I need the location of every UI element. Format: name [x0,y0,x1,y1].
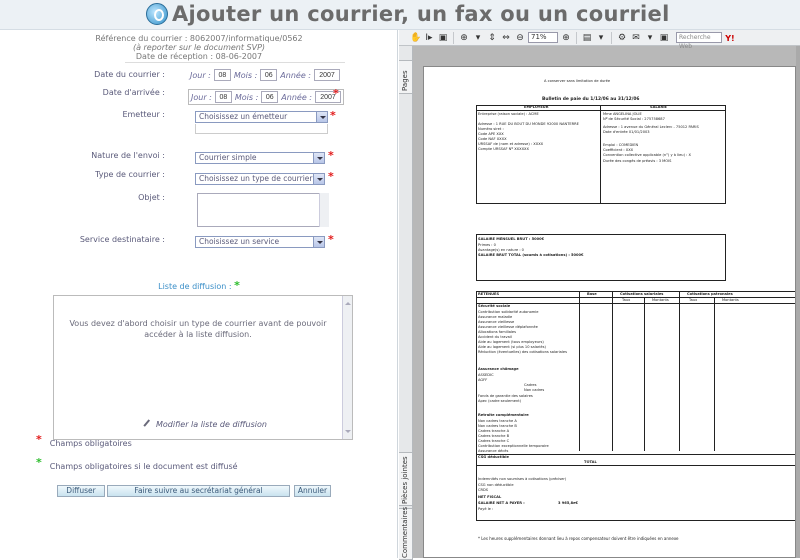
doc-row-label: Non cadres [524,388,545,392]
doc-row-label: CSG déductible [478,455,509,459]
doc-employeur-line: Code APE XXX [478,132,504,136]
nature-label: Nature de l'envoi : [91,151,165,160]
nature-select[interactable] [195,152,325,164]
objet-textarea[interactable] [197,193,329,227]
doc-sub-header: Taux [689,298,698,302]
tab-pages[interactable] [399,60,413,94]
doc-employeur-line: URSSAF de (nom et adresse) : XXXX [478,142,544,146]
date-arrivee-mois-input[interactable] [261,91,278,103]
fit-page-icon[interactable]: ⇕ [488,32,496,43]
doc-salarie-line: Mme ANGELINA JOLIE [603,112,642,116]
required-star: * [328,170,334,183]
form-panel [0,30,398,558]
doc-table-header: Cotisations patronales [687,292,733,296]
date-arrivee-label: Date d'arrivée : [102,88,165,97]
required-star: * [328,233,334,246]
zoom-tool-dropdown-icon[interactable]: ▾ [475,32,481,43]
liste-diffusion-title [0,279,398,292]
email-icon[interactable]: ✉ [632,32,640,43]
reference-note: (à reporter sur le document SVP) [132,43,266,52]
date-courrier-mois-input[interactable] [260,69,277,81]
doc-salaire-line: Avantage(s) en nature : 0 [478,248,524,252]
doc-table-header: Cotisations salariales [620,292,664,296]
emetteur-value: Choisissez un émetteur [199,112,288,121]
pdf-viewer [399,30,800,558]
faire-suivre-button[interactable]: Faire suivre au secrétariat général [107,485,290,497]
doc-sub-header: Montants [722,298,739,302]
doc-salaire-line: Primes : 0 [478,243,496,247]
chevron-down-icon[interactable] [313,174,324,184]
doc-top-note: A conserver sans limitation de durée [544,79,611,83]
type-label: Type de courrier : [95,170,165,179]
service-value: Choisissez un service [199,237,280,246]
page-layout-icon[interactable]: ▤ [582,32,592,43]
doc-row-label: Assurance vieillesse [478,320,515,324]
jour-label: Jour : [191,92,212,102]
date-arrivee-group [188,89,344,105]
select-text-icon[interactable]: I▸ [425,32,433,43]
pencil-icon [143,419,154,430]
doc-row-label: Indemnités non soumises à cotisations (préciser) [478,477,567,481]
zoom-out-icon[interactable]: ⊖ [516,32,524,43]
doc-sub-header: Montants [652,298,669,302]
doc-row-label: Réduction (éventuelles) des cotisations salariales [478,350,567,354]
type-value: Choisissez un type de courrier [199,174,313,183]
doc-salarie-line: Adresse : 1 avenue du Général Leclerc - 75012 PARIS [603,125,699,129]
doc-employeur-line: Adresse : 1 RUE DU BOUT DU MONDE 92000 NANTERRE [478,122,579,126]
title-bar [0,0,800,30]
copy-icon[interactable]: ▣ [659,32,669,43]
service-label: Service destinataire : [79,235,165,244]
service-select[interactable] [195,236,325,248]
toolbar-separator [611,32,612,44]
chevron-down-icon[interactable] [313,153,324,163]
tab-pages-label: Pages [401,70,409,91]
date-arrivee-jour-input[interactable] [215,91,232,103]
doc-salarie-line: Date d'entrée 01/01/2003 [603,130,650,134]
doc-line [579,291,580,451]
zoom-in-icon[interactable]: ⊕ [562,32,570,43]
liste-diffusion-label: Liste de diffusion : [158,282,232,291]
divider [125,62,345,63]
required-if-star: * [234,279,240,292]
zoom-in-tool-icon[interactable]: ⊕ [460,32,468,43]
doc-row-label: Assurance chômage [478,367,519,371]
doc-row-label: Fonds de garantie des salaires [478,394,533,398]
doc-row-label: Accident du travail [478,335,512,339]
nature-value: Courrier simple [199,153,257,162]
doc-row-label: Aide au logement (tous employeurs) [478,340,544,344]
yahoo-icon[interactable]: Y! [725,33,735,43]
doc-row-label: Cadres tranche A [478,429,510,433]
required-star: * [328,149,334,162]
doc-salarie-line: Coefficient : XXX [603,148,634,152]
doc-footer-note: * Les heures supplémentaires donnant lieu à repos compensateur doivent être indiquées en annexe [478,536,679,541]
diffuser-button[interactable]: Diffuser [57,485,105,497]
doc-row-label: Sécurité sociale [478,304,511,308]
legend-required-text: Champs obligatoires [49,439,132,448]
doc-employeur-line: Numéro siret : [478,127,504,131]
doc-salarie-line: Durée des congés de préavis : 3 MOIS [603,159,672,163]
doc-line [476,297,796,298]
doc-row-label: SALAIRE NET A PAYER : [478,501,525,505]
doc-row-label: Non cadres tranche B [478,424,517,428]
doc-employeur-line: Entreprise (raison sociale) : ACME [478,112,539,116]
doc-table-header: Base [587,292,597,296]
doc-line [644,297,645,451]
doc-row-label: Apec (cadre seulement) [478,399,522,403]
doc-salaire-line: SALAIRE MENSUEL BRUT : 5000€ [478,237,545,241]
tab-pieces-jointes-label: Pièces jointes [401,456,409,504]
page-layout-dropdown-icon[interactable]: ▾ [598,32,604,43]
liste-diffusion-message: Vous devez d'abord choisir un type de courrier avant de pouvoir accéder à la liste diffusion. [69,319,327,339]
liste-scrollbar[interactable] [342,296,352,439]
reception-date: Date de réception : 08-06-2007 [135,52,263,61]
email-dropdown-icon[interactable]: ▾ [647,32,653,43]
doc-employeur-line: Code NAF XXXX [478,137,507,141]
required-star: * [330,109,336,122]
legend-required-if-text: Champs obligatoires si le document est diffusé [49,462,238,471]
mois-label: Mois : [234,92,259,102]
search-logo-icon [146,3,168,25]
doc-row-label: TOTAL [584,460,597,464]
doc-line [476,454,796,455]
web-search-input[interactable]: Recherche Web [676,32,722,43]
date-courrier-group [190,69,340,81]
doc-row-label: Payé le : [478,507,494,511]
mois-label: Mois : [233,70,258,80]
toolbar-separator [576,32,577,44]
emetteur-select[interactable] [195,111,328,123]
doc-row-label: ASSEDIC [478,373,494,377]
date-courrier-annee-input[interactable] [314,69,340,81]
viewer-side-tabs [399,46,413,558]
doc-employeur-line: Compte URSSAF Nº XXXXXX [478,147,529,151]
viewer-scrollbar[interactable] [796,46,800,558]
snapshot-icon[interactable]: ▣ [438,32,448,43]
doc-net-value: 3 965,8e€ [558,501,579,505]
doc-row-label: Assurance maladie [478,315,513,319]
doc-line [476,110,726,111]
doc-line [679,291,680,451]
doc-line [714,297,715,451]
viewer-toolbar [399,30,800,50]
doc-employeur-header: EMPLOYEUR [524,105,549,109]
doc-salarie-line: Nº de Sécurité Social : 275758687 [603,117,665,121]
emetteur-details-box [195,124,328,134]
modifier-label: Modifier la liste de diffusion [156,420,267,429]
settings-icon[interactable]: ⚙ [617,32,627,43]
tab-commentaires-label: Commentaires [401,506,409,558]
doc-row-label: Non cadres tranche A [478,419,517,423]
doc-row-label: Contribution exceptionnelle temporaire [478,444,549,448]
emetteur-label: Emetteur : [122,110,165,119]
doc-row-label: Assurance décès [478,449,509,453]
annuler-button[interactable]: Annuler [294,485,331,497]
tab-pieces-jointes[interactable] [399,452,413,506]
doc-title: Bulletin de paie du 1/12/06 au 31/12/06 [542,97,640,102]
doc-line [476,303,796,304]
doc-row-label: AGFF [478,378,488,382]
doc-salarie-line: Emploi : COMEDIEN [603,143,639,147]
doc-salaire-line: SALAIRE BRUT TOTAL (soumis à cotisations) : 5000€ [478,253,584,257]
jour-label: Jour : [190,70,211,80]
doc-row-label: Retraite complémentaire [478,413,529,417]
required-if-star: * [36,456,42,469]
annee-label: Année : [281,92,312,102]
date-courrier-jour-input[interactable] [214,69,231,81]
legend-required [36,433,132,450]
type-select[interactable] [195,173,325,185]
required-star: * [36,433,42,446]
doc-salarie-line: Convention collective applicable (n°) y à lieu) : X [603,153,691,157]
date-courrier-label: Date du courrier : [94,70,165,79]
doc-line [476,465,796,466]
toolbar-separator [453,32,454,44]
doc-row-label: Cadres [524,383,537,387]
fit-width-icon[interactable]: ⇔ [502,32,510,43]
required-star: * [333,87,339,100]
doc-sub-header: Taux [622,298,631,302]
doc-row-label: Contribution solidarité autonomie [478,310,539,314]
doc-row-label: Cadres tranche C [478,439,510,443]
pdf-page [423,66,796,558]
objet-label: Objet : [138,193,165,202]
page-title: Ajouter un courrier, un fax ou un courriel [172,2,670,26]
reference-line: Référence du courrier : 8062007/informatique/0562 [95,34,303,43]
chevron-down-icon[interactable] [316,112,327,122]
chevron-down-icon[interactable] [313,237,324,247]
doc-row-label: CSG non déductible [478,483,514,487]
doc-line [600,105,601,204]
doc-row-label: Assurance vieillesse déplafonnée [478,325,538,329]
doc-table-header: RETENUES [478,292,500,296]
zoom-level-input[interactable]: 71% [528,32,558,43]
doc-row-label: CRDS [478,488,489,492]
objet-scrollbar[interactable] [319,193,329,227]
doc-row-label: Cadres tranche B [478,434,510,438]
doc-salarie-header: SALARIE [650,105,668,109]
tab-commentaires[interactable] [399,508,413,560]
doc-line [612,291,613,451]
doc-row-label: Aide au logement (si plus 10 salariés) [478,345,546,349]
legend-required-if [36,456,238,473]
annee-label: Année : [280,70,311,80]
liste-diffusion-box [53,295,353,440]
modifier-liste-link[interactable] [145,420,267,429]
doc-row-label: Allocations familiales [478,330,516,334]
doc-row-label: NET FISCAL [478,495,502,499]
hand-tool-icon[interactable]: ✋ [410,32,422,43]
